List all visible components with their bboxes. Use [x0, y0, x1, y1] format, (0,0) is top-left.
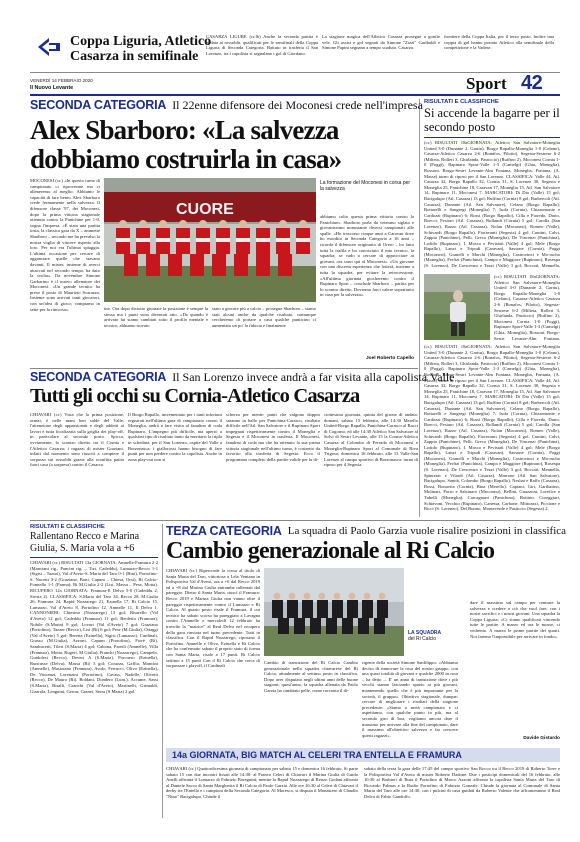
article3-col1: CHIAVARI (cr.) Ripercorde la corsa al titolo di Santa Maria del Taro, vittoriosa a Lela Ventana in Polisportiva Val d'Aveto, ora a +6 dal Recco 2019 ed a +8 dal Marina Giulia entrambe rallentati dal pareggio. Dietro il Santa Maria, riuscì il Framura: Recco 2019 e Marina Giulia non vanno oltre il pareggio rispettivamente contro il Lumarzo e Ri Calcio. Al quarto posto risale il Framura, il cui tecnico ha sabato scorso ha pareggiato a Lavagna contro l'Amnelle e mercoledì 12 febbraio ha travolto la "matrice" al Real Delva nel recupero della gara rinviata nel turno precedente. Tutti in classifica. Con il Rapid Nozzarego, riposano il Portofino, Amnelle e Olivo, Ezinella e Ri Calcio che ha confermato sabato il proprio stato di forma con Santa Maria, risale a 17 punti. Ri Calcio settimo a 15 punti Con il Ri Calcio che cerca di sorpassare i playoff, il Cardinali — [166, 568, 260, 669]
sidebar-kicker: RISULTATI E CLASSIFICHE — [424, 99, 499, 105]
article2-col2: Il Borgo Rapallo, incrementato per i tanti infortuni registrati nell'ultima gara di campionato contro il Moneglia, andrà a fare visita al fanalino di coda Rupinaro. L'impegno più difficile, ma aperto a qualsiasi tipo di risultato tanto da meritarsi la tripla in schedina, per il San Lorenzo, ospite del Valle a Borzonasca: i giallorossi hanno bisogno di fare punti per non perdere contro la capolista. Anche in zona play-out non si — [128, 412, 222, 462]
results-box-title-line2: Giulia, S. Maria vola a +6 — [30, 543, 135, 554]
article3-photo-caption-line1: LA SQUADRA — [408, 630, 442, 636]
article1-kicker-sub: Il 22enne difensore dei Moconesi crede nell'impresa — [172, 97, 423, 112]
teaser-title[interactable]: Coppa Liguria, Atletico Casarza in semifinale — [70, 34, 212, 64]
sidebar-photo — [424, 274, 490, 340]
results-divider — [162, 524, 163, 818]
results-box-title-line1: Rallentano Recco e Marina — [30, 531, 140, 542]
article3-photo-caption — [408, 630, 468, 642]
page-number: 42 — [521, 72, 543, 94]
sidebar-divider — [419, 99, 420, 517]
article2-col4: ciottesima giornata, quinta del girone di andata: domani, sabato 15 febbraio, alle 14:30 Merello United-Borgo Rapallo, Panichina-Carasco al Bacci di Cogorno, ed alle 14:30 Atletico San Salvatore al Solvi di Sestri Levante, alle 15 la Cornia-Atletico Casarza al Colombo di Ferrada di Moconesi e Moneglia-Rupinaro Sport al Comunale di Riva Trigoso; domenica 16 febbraio, alle 13 Valle-San Lorenzo al campo sportivo di Borzonasca: turno di riposo per il Segesta. — [324, 412, 418, 468]
teaser-icon — [36, 35, 62, 59]
article2-col1: CHIAVARI (cr.) Vista che la prima posizione, ormai, è nelle mani ben salde del Valle, l'attenzione degli appassionati e degli addetti ai lavori è tutta focalizzata sulla griglia dei play-off, in particolare al secondo posto. Spicca, ovviamente, lo scontro diretto tra il Cornia e l'Atletico Casarza; i ragazzi di mister Graziani, infatti dal momento sono riusciti a compiere il sorpasso sui rossoblù grazie alla sconfitta patita fuori casa (a sorpresa) contro il Casarco. — [30, 412, 124, 468]
results-box-title[interactable] — [30, 531, 160, 555]
article1-photo — [104, 178, 316, 302]
article3-kicker — [166, 524, 566, 538]
sidebar-rule — [424, 137, 560, 138]
article3-signature: Davide Gistardo — [523, 736, 560, 741]
issue-date: VENERDÌ 14 FEBBRAIO 2020 — [30, 78, 93, 83]
article3-col2: Cambio di transizione del Ri Calcio Cambio generazionale nella squadra chiavarese del Ri Calcio, attualmente al settimo posto in classifica. Dopo aver disputato negli ultimi anni delle buone stagioni, quest'anno, la squadra allenata da Paolo Garzia ha cambiato pelle, come racconta il di- — [264, 660, 358, 693]
section-name: Sport — [466, 74, 507, 93]
article1-col3-bottom: stato a giocare più a calcio – prosegue Sbarboro – siamo stati alcuni anche da qualche risultato, comunque cercheremo di portare a casa qualche punticino ci aumentato un po' la fiducia e finalmente — [212, 306, 316, 328]
article2-kicker-sub: Il San Lorenzo invece andrà a far visita alla capolista Valle — [172, 369, 455, 384]
article4-banner[interactable]: 14a GIORNATA, BIG MATCH AL CELERI TRA ENTELLA E FRAMURA — [166, 748, 560, 762]
article3-col3: rigente della società Simone Sanfilippo: «Abbiamo deciso di rinnovare la rosa del nostro gruppo, con una quasi totalità di giovani e qualche 2000 in rosa – ha detto –. E' un anno di transizione dove i più vecchi stanno lasciando spazio ai più giovani, mantenendo quello che è più importante per la società, il gruppo». Obiettivo stagionale, dunque: cercare di migliorare i risultati della stagione precedente: «Siamo a metà campionato e ci aspettiamo, con qualche punto in più, ma al secondo giro di boa, vogliamo ancora dare il massimo per arrivare alla fine del campionato, dare il massimo all'obiettivo salvezza e far crescere questi ragazzi». — [362, 660, 458, 738]
teaser-text-3: frontiere della Coppa Italia, per il terzo posto. Inoltre una coppia di gol hanno portato Atletico alla semifinale della competizione e la Vadese. — [444, 34, 554, 51]
article1-signature: Joel Roberto Capello — [366, 356, 414, 361]
article2-kicker — [30, 370, 455, 384]
article1-col4: abbiamo colto questa prima vittoria contro la Panichine». Sbarboro parla da veterano siglato e giovanissimo nonostante diversi campionati alle spalle. «Ho trascorso cinque anni a Caravan dove ho esordito in Seconda Categoria a 16 anni – ricorda il difensore originario di Orero – ho fatto tutta la trafila e ho conosciuto il mio tecnico, la squadra; se vado a cercare di approcciare ai giovani, ora sono qui al Moconesi». «Un giovane con una discreta esperienza che lotterà, insieme a tutta la squadra, per evitare la retrocessione. «All'ultima giornata giocheremo contro il Rupinaro Sport – conclude Sbarboro – partita per lo scontro diretto. Dovremo farci valere soprattutto in casa per la salvezza». — [320, 214, 414, 298]
svg-text:CUORE: CUORE — [176, 201, 234, 218]
sidebar-body-bottom-text: (cr.) RISULTATI 18aGIORNATA: Atletico San Salvatore-Moneglia United 3-0 (Dunante 2, Garitu), Borgo Rapallo-Moneglia 1-0 (Celano), Casarza-Atletico Casarza 2-6 (Bonafos, Pilotto), Segesta-Sestrese 6-2 (Milieta, Rolleri 3, Ghirlanda, Pasticcio) (Ruffino 2), Moconesi Cornia 1-0 (Poggi), Rapinaro Sport-Valle 1-3 (Camelgi) (Ghia, Moneglia), Rossoni. Borgo-Sestri Levante-Alm Fontana, Moneglia, Fontana, (A. Masse) turno di riposo per il San Lorenzo. CLASSIFICA: Valle 44, Atl. Casarza 32, Borgo Rapallo 32, Cornia 31, S. Lorenzo 30, Segesta e Moneglia 25, Panichine 18, Caravan 17, Moneglia 15, Atl. San Salvatore 14, Rupinaro 11, Moconesi 7. MARCATORI: Di Dio (Valle) 15 gol; Bacigalupo (Atl. Casarza) 13 gol; Ruffino (Cornia) 8 gol; Barbercoli (Atl. Casarza), Dunante (Atl. San Salvatore), Celano (Borgo Rapallo), Bottarelli e Sangregi (Moneglia) 7; Isola (Cornia), Chiaromonte e Cardozzi (Rupinaro) 6; Rossi (Borgo Rapallo), Cilla e Fioredo, Dario, Boecci, Fesiaro (Atl. Casarza), Rollandi (Cornia) 5 gol; Carolla (San Lorenzo), Razzo (Atl. Casarza), Nolan (Moconesi), Romeo (Valle), Schivardi (Borgo Rapallo), Fioravanti (Segesta) 4 gol. Contini, Calvi, Zappia (Panichine), Pelli, Greco (Moneglia), De Vincenzi (Panichina), Lodolo (Rupinaro), I. Mosca e Pevistati (Valle) 4 gol; Mele (Borgo Rapallo), Lanzi e Tripodi (Caravan), Sassone (Cornia), Poggi (Moconesi), Granelli e Marchi (Moneglia), Castrovinci e Mo-rucho (Moneglia), Ferfizi (Panichina), Campo e Maggiore (Rupinaro), Rosespa (S. Lorenzo), De Crescenzo e Tezzi (Valle) 3 gol; Boccati, Mennella, Spinterac e Vilardi (Atl. Casarza), Marrone (Atl. San Salvatore), Bacigalupo, Sanità, Colombo (Borgo Rapallo), Neshat e Raffo (Casarza), Rossi, Bonavita (Cornia), Bina (Merello), Capiani, Giri, Garibarino, Molinari, Porro e Salsinace (Moconesi), Bellini, Guazzoni, Lorefice e Tubelli (Moneglia), Carcagnoni (Panichina), Bottino, Coreggiari, Schiavoni, Vecchio (Rupinaro), Canessa, Carbone, Mittoazzi, Piccione e Ricci (S. Lorenzo), Del Buono, Monteverde e Pasticcio (Segesta) 2. — [424, 344, 560, 512]
article2-headline[interactable]: Tutti gli occhi su Cornia-Atletico Casarza — [30, 385, 360, 407]
results-box-kicker: RISULTATI E CLASSIFICHE — [30, 524, 105, 530]
sidebar-body-wrap-text: (cr.) RISULTATI 18aGIORNATA: Atletico San Salvatore-Moneglia United 3-0 (Dunante 2, Garitu), Borgo Rapallo-Moneglia 1-0 (Celano), Casarza-Atletico Casarza 2-6 (Bonafos, Pilotto), Segesta-Sestrese 6-2 (Milieta, Rolleri 3, Ghirlanda, Pasticcio) (Ruffino 2), Moconesi Cornia 1-0 (Poggi), Rapinaro Sport-Valle 1-3 (Camelgi) (Ghia, Moneglia), Rossoni. Borgo-Sestri Levante-Alm Fontana, — [494, 274, 560, 340]
article1-headline-line1: Alex Sbarboro: «La salvezza — [30, 115, 339, 145]
results-box-rule — [30, 520, 560, 521]
masthead-rule — [30, 72, 560, 73]
article3-photo — [264, 568, 404, 656]
results-box-body: CHIAVARI (cr.) RISULTATI 13a GIORNATA: Amnelle-Framura 2-2 (Manciani rig., Pancini rig. – Tizi, Cadeddu), Lumarzo-Recco 1-1 (Sigisi – Tazuri), Val d'Aveto-S. Maria del Taro 0-1 (Bini), Portofino-S. Nocetti 3-2 (Graziano, Boni, Capum – Chiesa, Orsi), Ri Calcio-Fonnello 1-1 (Parma); Ri M.Giulia 2-2 (Lisi, Massa – Pese, Motta). RICUPERO 12a GIORNATA: Framura-Il Delva 5-0 (Cadeddu 2, Siriria 2). CLASSIFICA: S.Maria del Taro 34, Recco 28, M.Giulia 26, Framura 24, Rapid Nozzarego 21, Ezinella 17, Ri Calcio 15, Lumarzo, Val d'Aveto 8, Portofino 12, Amnelle 11, Il Delva 1. CANNONIERI: Chiesino (Nozzarego) 13 gol; Bisarello (Val d'Aveto) 12 gol; Cadeddu (Framura) 11 gol; Beoletto (Framura), Nobile (S.Maria) 9 gol; Lovari (Val d'Aveto) 7 gol; Graziano (Portofino), Tazzer (Recco), Lisi (Ri) 6 gol; Pese (M.Giulia), Ottaggi (Val d'Aveto) 5 gol; Beretta (Ezinella), Sigisi (Lumarzo), Cardinali, Grasso (M.Giulia), Azzoni, Capum (Portofino), Fiorè (Ri), Sambucetti, Tileri (S.Maria) 4 gol; Cabona, Pareili (Amnelle), Villa (Framura), Motta, Rugeri, M.Giulia), Franchi (Nozzarego), Campelo, Guidolesi (Recco), Deveri A (S.Maria), Porcuero (Ezinella), Runcusse (Delva), Massa (Ri) 3 gol; Corazza, Gaffia, Mancini (Amnelle), Masioiano (Framura), Avolo, Ferrucci, Olivo (Ezinella), De Vincenzi, Lorenzini (Portofino), Cavass, Nadelle, Olivetti (Recco), De Mauro (Ri), Boldani, Dondero (Lum.), Accame, Sassi (S.Maria), Bisalli, Granchi (Val d'Aveto), Martinelli, Grimaldi, Giarrola, Lengnini, Gerrar, Granei, Serra (S.Maria) 2 gol. — [30, 560, 158, 694]
article1-headline-line2: dobbiamo costruirla in casa» — [30, 144, 342, 174]
article3-kicker-tag: TERZA CATEGORIA — [166, 524, 282, 538]
article1-photo-caption: La formazione del Moconesi in corsa per la salvezza — [320, 180, 411, 192]
article1-kicker — [30, 98, 423, 112]
teaser-text-2: La stagione magica dell'Atletico Casarza prosegue a gonfie vele. Gli assist e gol segnati da Simone "Zizzi" Garibaldi e Simone Papini segnano a tempo scaduto. Casarza. — [322, 34, 440, 51]
teaser-text-1: CASARZA LIGURE (cr.lb) Anche la seconda partita è andata ai rossoblù, qualificati per le semifinali della Coppa Liguria di Seconda Categoria. Battuto in trasferta il San Lorenzo, tra i capolista si segnalano i gol di Giordano. — [206, 34, 318, 56]
article3-headline[interactable]: Cambio generazionale al Ri Calcio — [166, 538, 495, 564]
article2-kicker-tag: SECONDA CATEGORIA — [30, 370, 167, 384]
article4-col2: sabato della terza la gara delle 17:45 del campo sportivo San Rocco tra il Recco 2019 di Roberto Torre e la Polisportiva Val d'Aveto di mister Roberto Dadone. Due i posticipi domenicali del 16 febbraio, alle 10:30 al Barbieri di Ruta il Portofino di Marco Azzoni affronta la capolista Santa Maria del Taro di Riccardo Palmas e la Rudio Portofino di Fabrizio Gonzale. Chiude la giornata al Comunale di Santa Maria del Taro alle ore 14:30, con i pulcini di casa guidati da Roberto Valente che affronteranno il Real Delva di Fabio Gandolfo. — [364, 766, 560, 799]
sidebar-body-wrap — [494, 274, 560, 340]
article3-photo-caption-line2: del Ri Calcio — [408, 636, 437, 642]
sidebar-body-top: (cr.) RISULTATI 18aGIORNATA: Atletico San Salvatore-Moneglia United 3-0 (Dunante 2, Garitu), Borgo Rapallo-Moneglia 1-0 (Celano), Casarza-Atletico Casarza 2-6 (Bonafos, Pilotto), Segesta-Sestrese 6-2 (Milieta, Rolleri 3, Ghirlanda, Pasticcio) (Ruffino 2), Moconesi Cornia 1-0 (Poggi), Rapinaro Sport-Valle 1-3 (Camelgi) (Ghia, Moneglia), Rossoni. Borgo-Sestri Levante-Alm Fontana, Moneglia, Fontana, (A. Masse) turno di riposo per il San Lorenzo. CLASSIFICA: Valle 44, Atl. Casarza 32, Borgo Rapallo 32, Cornia 31, S. Lorenzo 30, Segesta e Moneglia 25, Panichine 18, Caravan 17, Moneglia 15, Atl. San Salvatore 14, Rupinaro 11, Moconesi 7. MARCATORI: Di Dio (Valle) 15 gol; Bacigalupo (Atl. Casarza) 13 gol; Ruffino (Cornia) 8 gol; Barbercoli (Atl. Casarza), Dunante (Atl. San Salvatore), Celano (Borgo Rapallo), Bottarelli e Sangregi (Moneglia) 7; Isola (Cornia), Chiaromonte e Cardozzi (Rupinaro) 6; Rossi (Borgo Rapallo), Cilla e Fioredo, Dario, Boecci, Fesiaro (Atl. Casarza), Rollandi (Cornia) 5 gol; Carolla (San Lorenzo), Razzo (Atl. Casarza), Nolan (Moconesi), Romeo (Valle), Schivardi (Borgo Rapallo), Fioravanti (Segesta) 4 gol. Contini, Calvi, Zappia (Panichine), Pelli, Greco (Moneglia), De Vincenzi (Panichina), Lodolo (Rupinaro), I. Mosca e Pevistati (Valle) 4 gol; Mele (Borgo Rapallo), Lanzi e Tripodi (Caravan), Sassone (Cornia), Poggi (Moconesi), Granelli e Marchi (Moneglia), Castrovinci e Mo-rucho (Moneglia), Ferfizi (Panichina), Campo e Maggiore (Rupinaro), Rosespa (S. Lorenzo), De Crescenzo e Tezzi (Valle) 3 gol; Boccati, Mennella, — [424, 140, 560, 269]
article1-col2-bottom: tite. Ora dopo diciotto giornate la posizione è sempre la stessa ma i punti sono diventati otto. «Da quando è arrivato lui siamo cambiati sotto il profilo mentale e tecnico, abbiamo trovato — [104, 306, 208, 328]
article1-col1: MOCONESI (cr.) «In questo turno di campionato ci riproverme ma ci alleneremo al meglio. Abbiamo le capacità di fare bene» Alex Sbarboro crede fermamente nella salvezza. Il difensore classe '97, dei Moconesi, dopo la prima vittoria stagionale ottenuta contro la Panichine per 1-0, sogna l'impresa. «È stata una partita tosta, la classica gara da X – ammette Sbarboro – secondo me ha prevalso la nostra voglia di vincere rispetto alla loro. Per noi era l'ultima spiaggia. L'ultima occasione per cercare di agganciare quelle che stavano davanti. Il mister, insieme di averci attaccati nel secondo tempo, ha dato la svolta». Da novembre Simone Garbarino è il nuovo allenatore dei Moconesi. «Un grande tecnico ha preso il posto di Maurizio Scarazza. Insieme sono arrivati tanti giocatori, con un'idea di gioco; compiamo in sette per la rincorsa». — [30, 178, 100, 312]
article2-col3: scherza per niente: punti che valgono doppio saranno in ballo per Panichina-Carasco, risultato difficile nell'Atl. San Salvatore e il Rupinaro Sport impegnati rispettivamente contro il Moneglia e Segesta e il Moconesi in trasferta. Il Moconesi, fanalino di coda ma che ha ottenuto la sua prima vittoria stagionale nell'ultimo turno, è costretto da favorito alla trasferta di Segesta. Ecco il programma completo della partite valide per la di- — [226, 412, 320, 462]
article1-headline[interactable] — [30, 116, 416, 174]
header-underline — [30, 94, 560, 96]
article4-col1: CHIAVARI (cr.) Quattordicesima giornata di campionato per sabato 15 e domenica 16 febbraio. Si parte sabato 15 con due incontri fissati alle 14:30: al Franco Celeri di Chiavari il Marina Giulia di Guido Anelli affronta il Lumarzo di Fabrizio Boregnini; mentre la Rapid Nozzarego di Renzo Godani affronta al Daniele Sacco di Santa Margherita il Ri Calcio di Paolo Garzia. Alle ore 16:30 al Celeri di Chiavari il derby tra l'Entella e i campioni della Seconda Categoria. Al Moresco, si disputa il Monastero di Claudio "Nino" Bacigalupo. Chiude il — [166, 766, 358, 799]
sidebar-title[interactable]: Si accende la bagarre per il secondo posto — [424, 106, 560, 134]
article3-kicker-sub: La squadra di Paolo Garzia vuole risalire posizioni in classifica — [287, 525, 567, 537]
article1-kicker-tag: SECONDA CATEGORIA — [30, 98, 167, 112]
paper-name: Il Nuovo Levante — [30, 85, 74, 91]
article3-col4: dare il massimo sul campo per centrare la salvezza e credere a ciò che vuol fare, con i nostri sacrifici e i nostri giovani. Una squadra la Coppa Liguria: «Ci siamo qualificati vincendo tutte le partite. A marzo ed ora le mosse, ci vedremo. A marzo le prime partite dei quarti. Noi faremo l'impossibile per arrivare in fondo». — [470, 600, 560, 639]
results-box-title-rule — [30, 557, 158, 558]
